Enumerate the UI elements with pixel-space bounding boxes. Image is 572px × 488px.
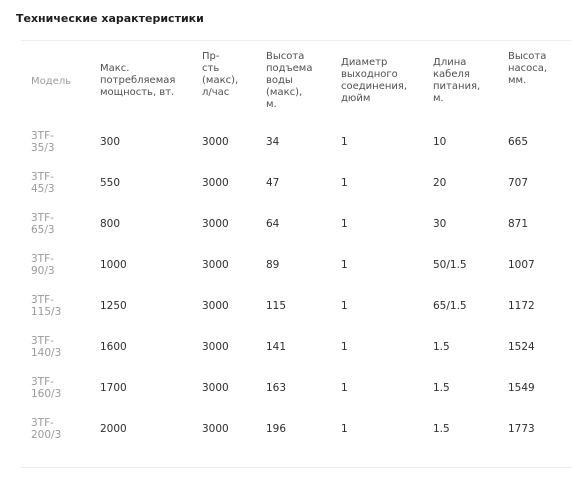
table-cell-outlet-diameter: 1 xyxy=(341,218,348,230)
table-cell-flow: 3000 xyxy=(202,218,229,230)
table-cell-pump-height: 1524 xyxy=(508,341,535,353)
table-cell-pump-height: 1773 xyxy=(508,423,535,435)
table-cell-power: 1600 xyxy=(100,341,127,353)
table-cell-pump-height: 1172 xyxy=(508,300,535,312)
table-cell-flow: 3000 xyxy=(202,341,229,353)
table-row-model: 3TF- 140/3 xyxy=(31,335,62,359)
table-cell-cable-length: 65/1.5 xyxy=(433,300,467,312)
table-cell-pump-height: 1007 xyxy=(508,259,535,271)
table-cell-pump-height: 665 xyxy=(508,136,529,148)
table-cell-cable-length: 10 xyxy=(433,136,447,148)
header-model: Модель xyxy=(31,76,72,87)
table-cell-cable-length: 50/1.5 xyxy=(433,259,467,271)
table-cell-flow: 3000 xyxy=(202,423,229,435)
table-cell-power: 1000 xyxy=(100,259,127,271)
table-cell-flow: 3000 xyxy=(202,300,229,312)
table-cell-cable-length: 1.5 xyxy=(433,341,450,353)
table-cell-outlet-diameter: 1 xyxy=(341,300,348,312)
table-cell-outlet-diameter: 1 xyxy=(341,136,348,148)
table-cell-outlet-diameter: 1 xyxy=(341,259,348,271)
table-cell-flow: 3000 xyxy=(202,177,229,189)
table-cell-outlet-diameter: 1 xyxy=(341,423,348,435)
table-cell-power: 800 xyxy=(100,218,121,230)
table-cell-flow: 3000 xyxy=(202,382,229,394)
table-row-model: 3TF- 200/3 xyxy=(31,417,62,441)
header-cable-length: Длина кабеля питания, м. xyxy=(433,57,481,104)
table-cell-power: 550 xyxy=(100,177,121,189)
table-row-model: 3TF- 160/3 xyxy=(31,376,62,400)
table-cell-power: 1700 xyxy=(100,382,127,394)
table-cell-lift-height: 115 xyxy=(266,300,287,312)
table-cell-pump-height: 1549 xyxy=(508,382,535,394)
table-cell-flow: 3000 xyxy=(202,259,229,271)
table-row-model: 3TF- 35/3 xyxy=(31,130,55,154)
header-pump-height: Высота насоса, мм. xyxy=(508,51,548,86)
header-outlet-diameter: Диаметр выходного соединения, дюйм xyxy=(341,57,408,104)
table-cell-cable-length: 1.5 xyxy=(433,382,450,394)
header-lift-height: Высота подъема воды (макс), м. xyxy=(266,51,313,110)
table-cell-cable-length: 30 xyxy=(433,218,447,230)
table-row-model: 3TF- 90/3 xyxy=(31,253,55,277)
table-cell-cable-length: 20 xyxy=(433,177,447,189)
specs-table xyxy=(21,40,572,468)
table-cell-lift-height: 47 xyxy=(266,177,280,189)
table-row-model: 3TF- 45/3 xyxy=(31,171,55,195)
table-cell-outlet-diameter: 1 xyxy=(341,177,348,189)
table-cell-power: 2000 xyxy=(100,423,127,435)
table-cell-lift-height: 34 xyxy=(266,136,280,148)
section-title: Технические характеристики xyxy=(16,12,204,25)
table-cell-flow: 3000 xyxy=(202,136,229,148)
table-cell-power: 300 xyxy=(100,136,121,148)
header-flow: Пр- сть (макс), л/час xyxy=(202,51,239,98)
table-row-model: 3TF- 115/3 xyxy=(31,294,62,318)
table-cell-pump-height: 871 xyxy=(508,218,529,230)
table-cell-lift-height: 141 xyxy=(266,341,287,353)
table-cell-lift-height: 196 xyxy=(266,423,287,435)
table-cell-cable-length: 1.5 xyxy=(433,423,450,435)
table-cell-outlet-diameter: 1 xyxy=(341,341,348,353)
table-cell-lift-height: 163 xyxy=(266,382,287,394)
table-cell-lift-height: 89 xyxy=(266,259,280,271)
table-cell-lift-height: 64 xyxy=(266,218,280,230)
table-cell-outlet-diameter: 1 xyxy=(341,382,348,394)
table-row-model: 3TF- 65/3 xyxy=(31,212,55,236)
table-cell-power: 1250 xyxy=(100,300,127,312)
table-cell-pump-height: 707 xyxy=(508,177,529,189)
header-power: Макс. потребляемая мощность, вт. xyxy=(100,63,176,98)
